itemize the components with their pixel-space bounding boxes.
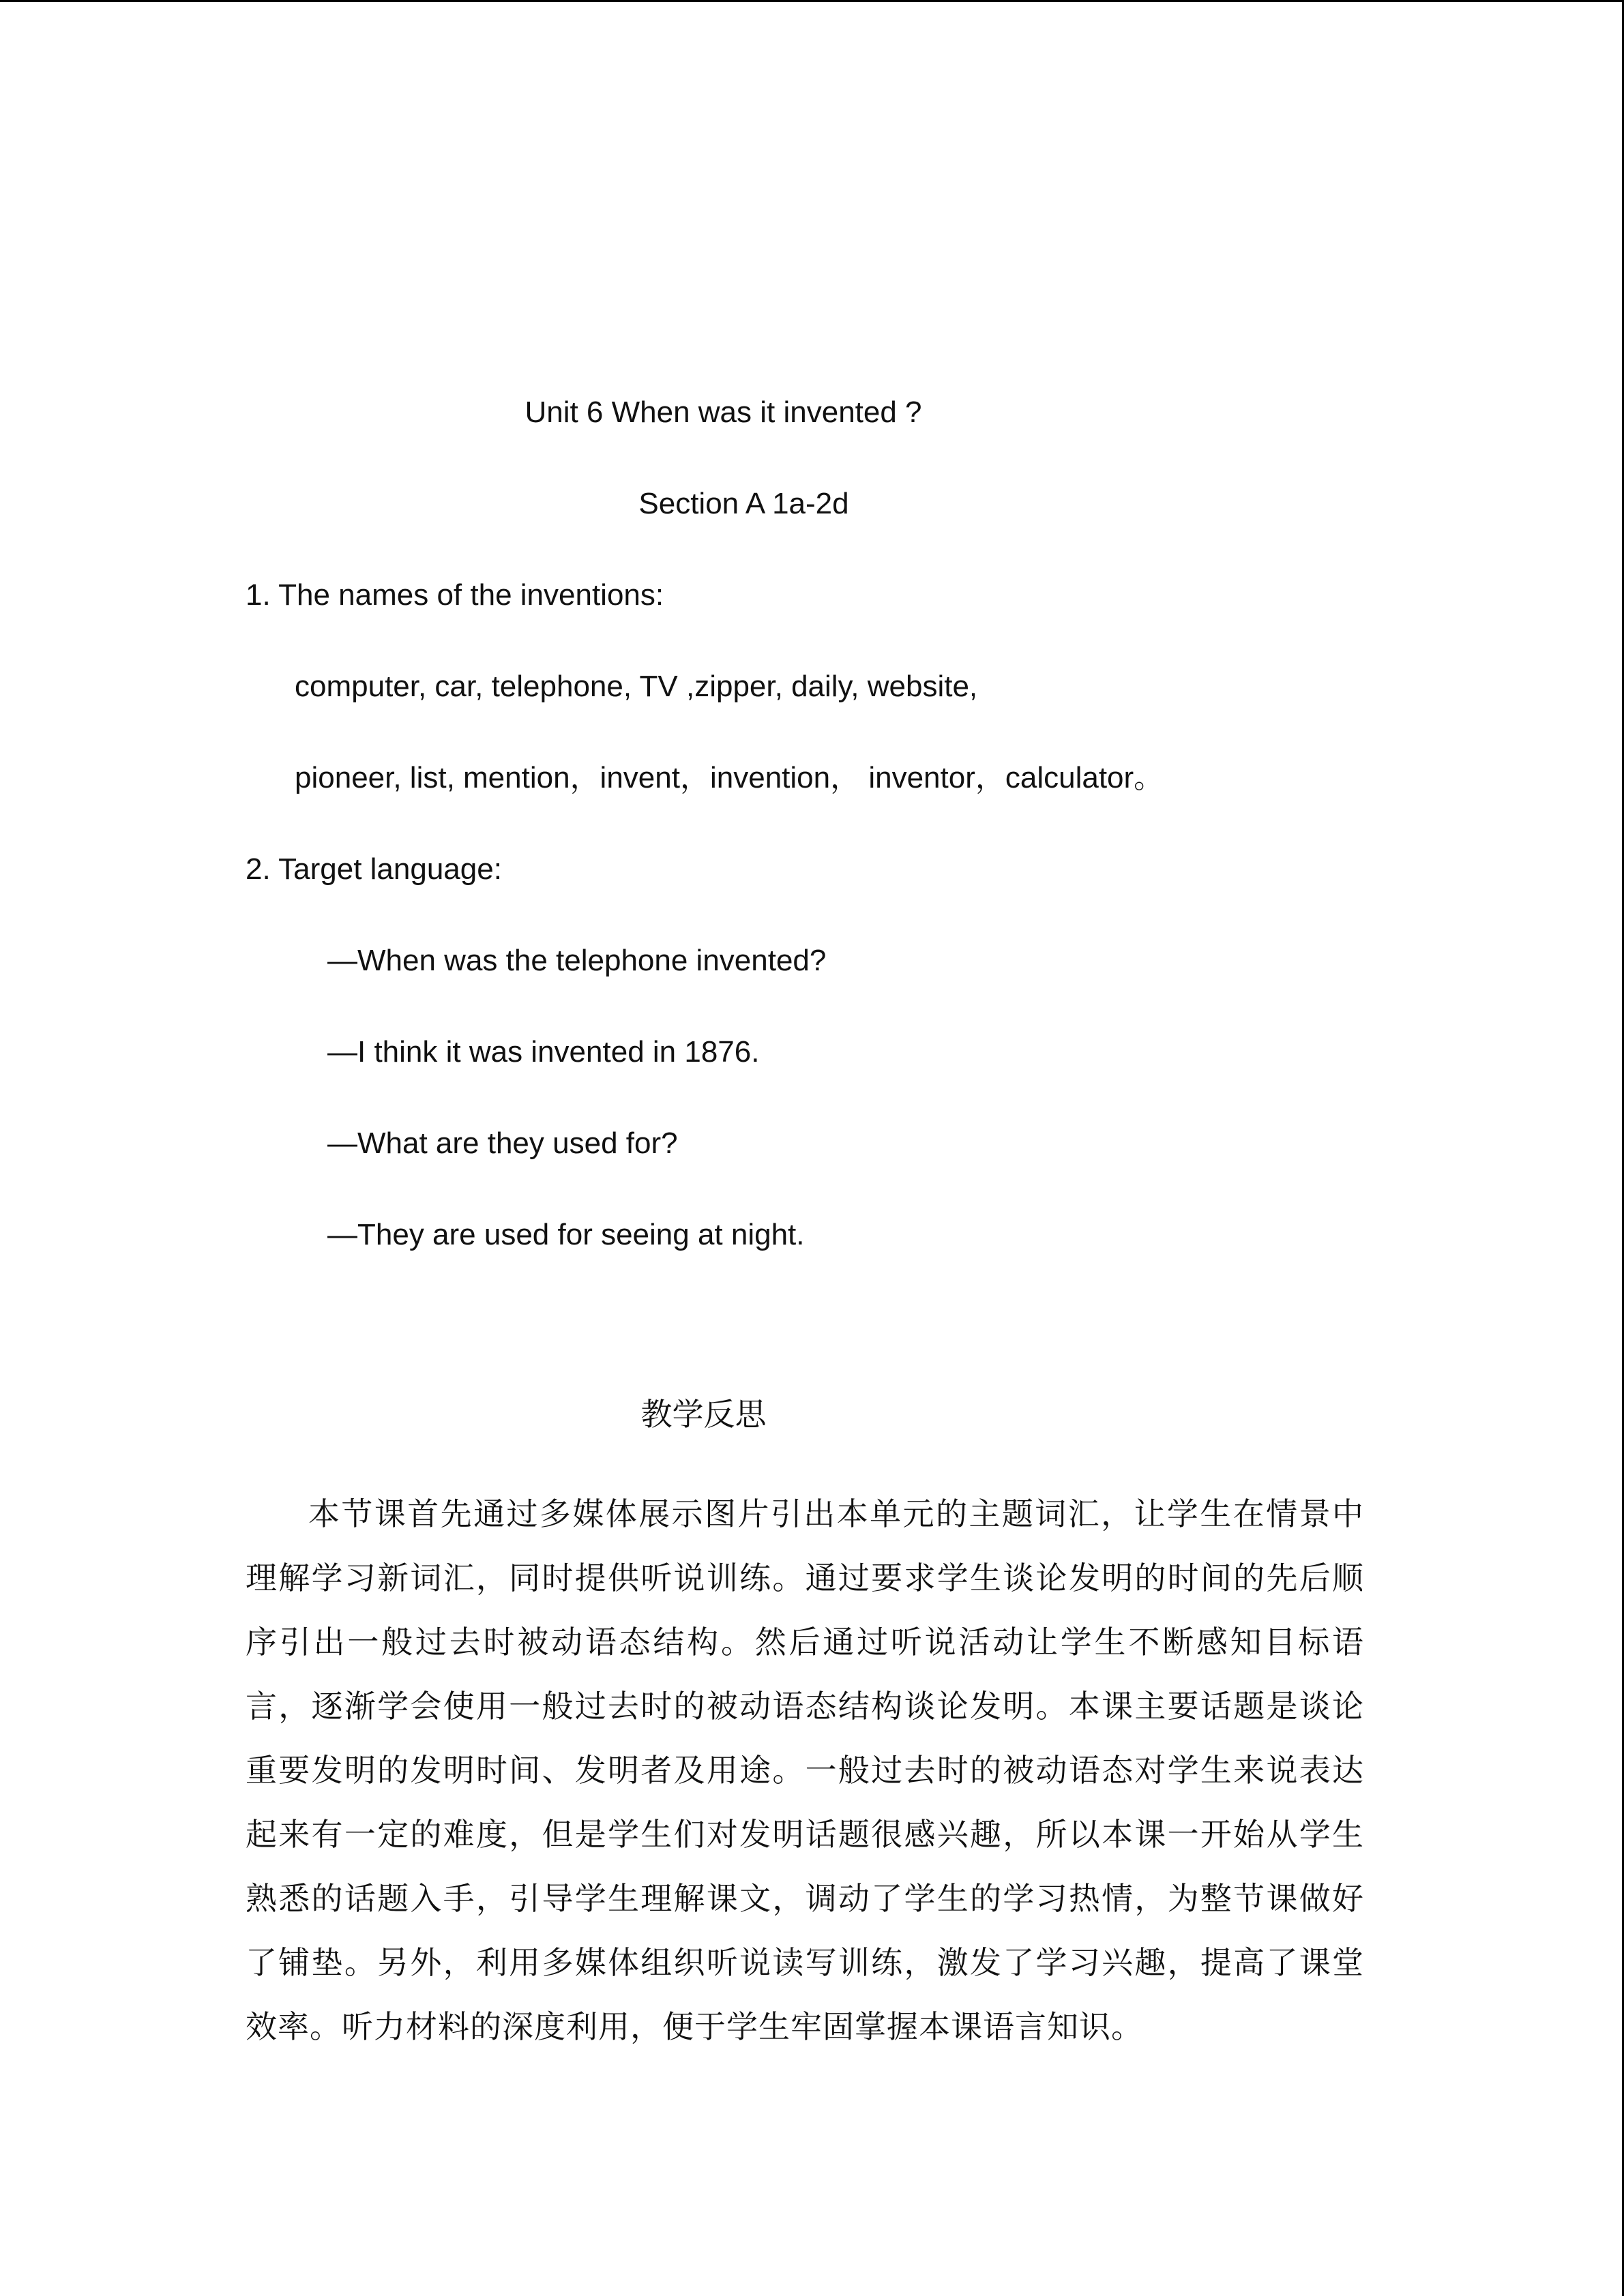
reflection-body: 本节课首先通过多媒体展示图片引出本单元的主题词汇，让学生在情景中理解学习新词汇，同时提供听说训练。通过要求学生谈论发明的时间的先后顺序引出一般过去时被动语态结构。然后通过听说活动让学生不断感知目标语言，逐渐学会使用一般过去时的被动语态结构谈论发明。本课主要话题是谈论重要发明的发明时间、发明者及用途。一般过去时的被动语态对学生来说表达起来有一定的难度，但是学生们对发明话题很感兴趣，所以本课一开始从学生熟悉的话题入手，引导学生理解课文，调动了学生的学习热情，为整节课做好了铺垫。另外，利用多媒体组织听说读写训练，激发了学习兴趣，提高了课堂效率。听力材料的深度利用，便于学生牢固掌握本课语言知识。 (246, 1495, 1364, 2045)
document-title: Unit 6 When was it invented ? (525, 396, 922, 429)
section2-heading: 2. Target language: (246, 852, 502, 886)
inventions-words-line2: pioneer, list, mention，invent，invention， inventor，calculator。 (295, 761, 1164, 794)
reflection-heading: 教学反思 (640, 1396, 767, 1433)
dialogue-line: —What are they used for? (327, 1127, 678, 1160)
section1-heading: 1. The names of the inventions: (246, 578, 664, 612)
document-subtitle: Section A 1a-2d (638, 487, 849, 520)
dialogue-line: —When was the telephone invented? (327, 944, 827, 977)
dialogue-line: —They are used for seeing at night. (327, 1218, 805, 1251)
dialogue-line: —I think it was invented in 1876. (327, 1035, 760, 1069)
inventions-words-line1: computer, car, telephone, TV ,zipper, daily, website, (295, 670, 978, 703)
